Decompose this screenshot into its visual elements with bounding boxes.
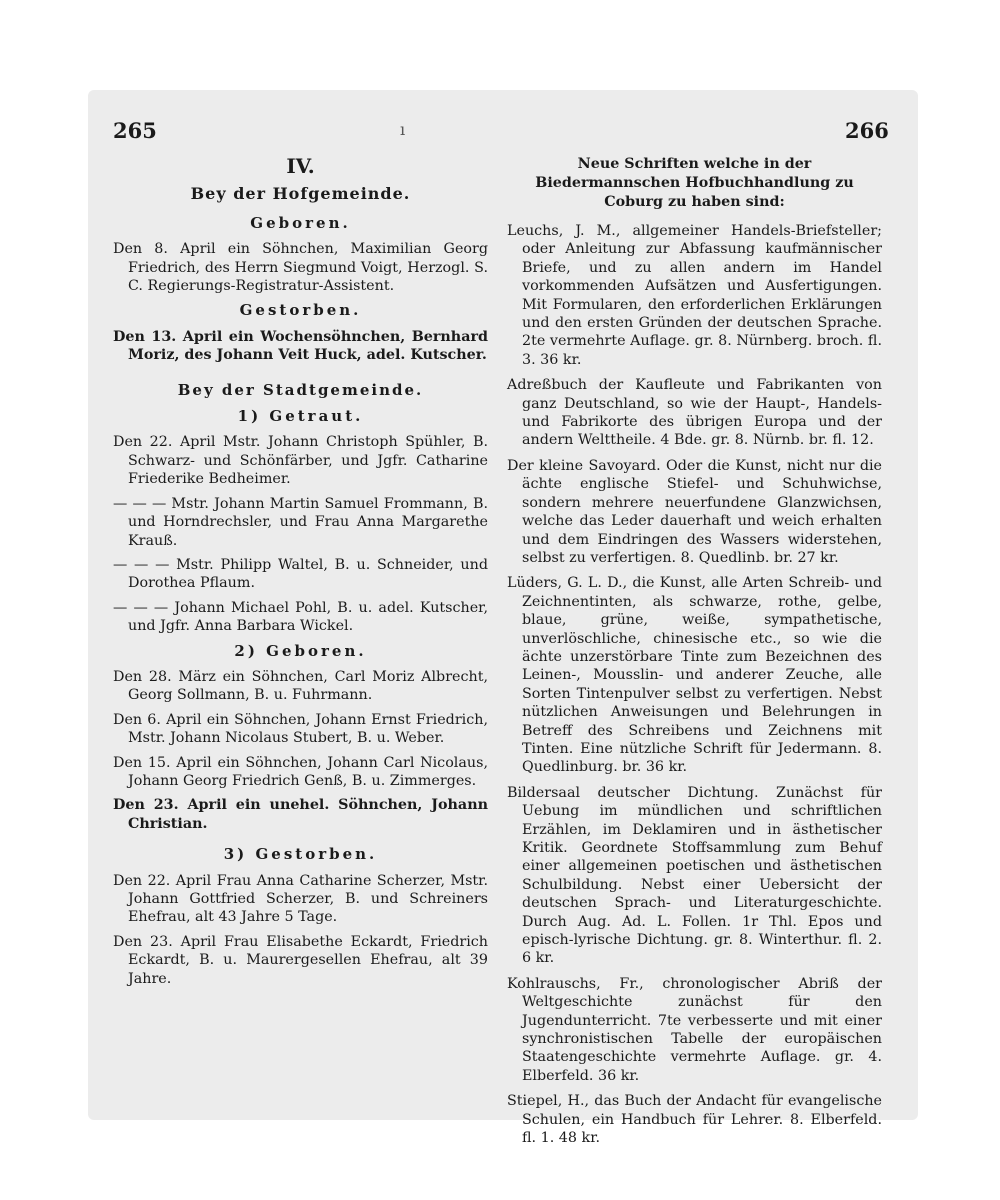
- married-entry: — — — Mstr. Johann Martin Samuel Frommann, B. und Horndrechsler, und Frau Anna Margarethe Krauß.: [113, 495, 488, 549]
- married-entry: Den 22. April Mstr. Johann Christoph Spühler, B. Schwarz- und Schönfärber, und Jgfr. Catharine Friederike Bedheimer.: [113, 434, 488, 488]
- born-entry: Den 23. April ein unehel. Söhnchen, Johann Christian.: [113, 797, 488, 832]
- book-list-title: Neue Schriften welche in der Biedermannschen Hofbuchhandlung zu Coburg zu haben sind:: [535, 156, 854, 210]
- book-entry: Der kleine Savoyard. Oder die Kunst, nicht nur die ächte englische Stiefel- und Schuhwichse, sondern mehrere neuerfundene Glanzwichsen, welche das Leder dauerhaft und weich erhalten und dem Eindringen des Wassers widerstehen, selbst zu verfertigen. 8. Quedlinb. br. 27 kr.: [507, 457, 882, 566]
- city-parish-heading: Bey der Stadtgemeinde.: [177, 380, 424, 399]
- married-heading: 1) Getraut.: [237, 407, 364, 426]
- right-column: [507, 155, 882, 1155]
- book-entry: Stiepel, H., das Buch der Andacht für evangelische Schulen, ein Handbuch für Lehrer. 8. Elberfeld. fl. 1. 48 kr.: [507, 1093, 882, 1147]
- court-parish-heading: Bey der Hofgemeinde.: [190, 184, 411, 204]
- book-entry: Kohlrauschs, Fr., chronologischer Abriß der Weltgeschichte zunächst für den Jugendunterricht. 7te verbesserte und mit einer synchronistischen Tabelle der europäischen Staatengeschichte vermehrte Auflage. gr. 4. Elberfeld. 36 kr.: [507, 975, 882, 1084]
- court-died-entry: Den 13. April ein Wochensöhnchen, Bernhard Moriz, des Johann Veit Huck, adel. Kutscher.: [113, 328, 488, 364]
- court-died-heading: Gestorben.: [239, 301, 362, 320]
- page-number-left: 265: [113, 118, 157, 143]
- died-entry: Den 23. April Frau Elisabethe Eckardt, Friedrich Eckardt, B. u. Maurergesellen Ehefrau, alt 39 Jahre.: [113, 933, 488, 987]
- left-column: [113, 155, 488, 994]
- married-entry: — — — Johann Michael Pohl, B. u. adel. Kutscher, und Jgfr. Anna Barbara Wickel.: [113, 599, 488, 635]
- book-entry: Leuchs, J. M., allgemeiner Handels-Briefsteller; oder Anleitung zur Abfassung kaufmännischer Briefe, und zu allen andern im Handel vorkommenden Aufsätzen und Ausfertigungen. Mit Formularen, den erforderlichen Erklärungen und den ersten Gründen der deutschen Sprache. 2te vermehrte Auflage. gr. 8. Nürnberg. broch. fl. 3. 36 kr.: [507, 223, 882, 368]
- book-entry: Lüders, G. L. D., die Kunst, alle Arten Schreib- und Zeichnentinten, als schwarze, rothe, gelbe, blaue, grüne, weiße, sympathetische, unverlöschliche, chinesische etc., so wie die ächte unzerstörbare Tinte zum Bezeichnen des Leinen-, Mousslin- und anderer Zeuche, alle Sorten Tintenpulver selbst zu verfertigen. Nebst nützlichen Anweisungen und Belehrungen in Betreff des Schreibens und Zeichnens mit Tinten. Eine nützliche Schrift für Jedermann. 8. Quedlinburg. br. 36 kr.: [507, 575, 882, 776]
- book-entry: Bildersaal deutscher Dichtung. Zunächst für Uebung im mündlichen und schriftlichen Erzählen, im Deklamiren und in ästhetischer Kritik. Geordnete Stoffsammlung zum Behuf einer allgemeinen poetischen und ästhetischen Schulbildung. Nebst einer Uebersicht der deutschen Sprach- und Literaturgeschichte. Durch Aug. Ad. L. Follen. 1r Thl. Epos und episch-lyrische Dichtung. gr. 8. Winterthur. fl. 2. 6 kr.: [507, 784, 882, 967]
- born-heading: 2) Geboren.: [234, 641, 367, 660]
- born-entry: Den 15. April ein Söhnchen, Johann Carl Nicolaus, Johann Georg Friedrich Genß, B. u. Zimmerges.: [113, 754, 488, 789]
- died-heading: 3) Gestorben.: [223, 845, 378, 864]
- married-entry: — — — Mstr. Philipp Waltel, B. u. Schneider, und Dorothea Pflaum.: [113, 556, 488, 592]
- born-entry: Den 28. März ein Söhnchen, Carl Moriz Albrecht, Georg Sollmann, B. u. Fuhrmann.: [113, 668, 488, 704]
- born-entry: Den 6. April ein Söhnchen, Johann Ernst Friedrich, Mstr. Johann Nicolaus Stubert, B. u. Weber.: [113, 711, 488, 747]
- gutter-mark: ı: [400, 120, 406, 139]
- section-number: IV.: [286, 154, 315, 178]
- court-born-heading: Geboren.: [250, 213, 351, 232]
- court-born-entry: Den 8. April ein Söhnchen, Maximilian Georg Friedrich, des Herrn Siegmund Voigt, Herzogl. S. C. Regierungs-Registratur-Assistent.: [113, 241, 488, 295]
- book-entry: Adreßbuch der Kaufleute und Fabrikanten von ganz Deutschland, so wie der Haupt-, Handels- und Fabrikorte des übrigen Europa und der andern Welttheile. 4 Bde. gr. 8. Nürnb. br. fl. 12.: [507, 377, 882, 449]
- died-entry: Den 22. April Frau Anna Catharine Scherzer, Mstr. Johann Gottfried Scherzer, B. und Schreiners Ehefrau, alt 43 Jahre 5 Tage.: [113, 872, 488, 926]
- page-number-right: 266: [845, 118, 889, 143]
